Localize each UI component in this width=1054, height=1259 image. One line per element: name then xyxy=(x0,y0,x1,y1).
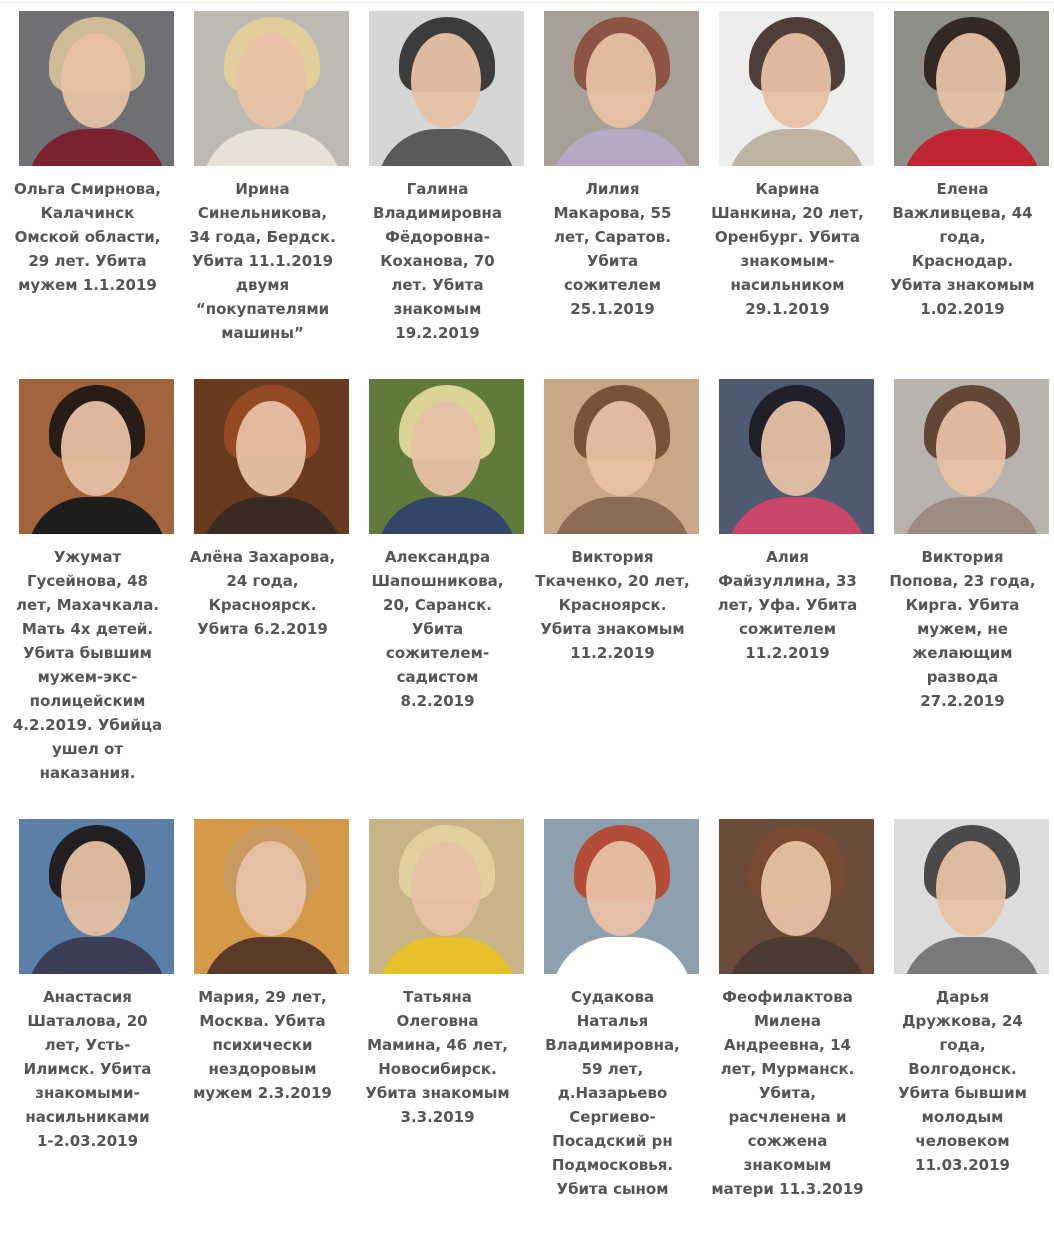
photo-shoulders-shape xyxy=(27,129,167,166)
person-photo[interactable] xyxy=(894,11,1049,166)
person-caption: Александра Шапошникова, 20, Саранск. Убита сожителем- садистом 8.2.2019 xyxy=(371,548,504,710)
person-photo[interactable] xyxy=(194,379,349,534)
photo-shoulders-shape xyxy=(202,937,342,974)
photo-face-shape xyxy=(236,841,306,936)
person-photo[interactable] xyxy=(194,819,349,974)
photo-face-shape xyxy=(586,841,656,936)
photo-face-shape xyxy=(761,33,831,128)
photo-face-shape xyxy=(761,401,831,496)
person-photo[interactable] xyxy=(369,379,524,534)
person-photo[interactable] xyxy=(894,819,1049,974)
gallery-row xyxy=(0,379,1054,819)
person-caption: Дарья Дружкова, 24 года, Волгодонск. Убита бывшим молодым человеком 11.03.2019 xyxy=(898,988,1027,1174)
photo-shoulders-shape xyxy=(27,497,167,534)
photo-shoulders-shape xyxy=(552,937,692,974)
photo-shoulders-shape xyxy=(727,129,867,166)
person-caption: Елена Важливцева, 44 года, Краснодар. Убита знакомым 1.02.2019 xyxy=(890,180,1035,318)
person-photo[interactable] xyxy=(719,379,874,534)
person-caption: Алёна Захарова, 24 года, Красноярск. Убита 6.2.2019 xyxy=(189,548,336,638)
photo-face-shape xyxy=(61,841,131,936)
photo-shoulders-shape xyxy=(377,129,517,166)
person-photo[interactable] xyxy=(894,379,1049,534)
person-photo[interactable] xyxy=(19,11,174,166)
photo-face-shape xyxy=(586,401,656,496)
photo-face-shape xyxy=(236,401,306,496)
person-caption: Анастасия Шаталова, 20 лет, Усть- Илимск. Убита знакомыми- насильниками 1-2.03.2019 xyxy=(23,988,152,1150)
photo-face-shape xyxy=(411,401,481,496)
photo-shoulders-shape xyxy=(202,129,342,166)
photo-face-shape xyxy=(236,33,306,128)
photo-face-shape xyxy=(761,841,831,936)
person-caption: Ирина Синельникова, 34 года, Бердск. Убита 11.1.2019 двумя “покупателями машины” xyxy=(189,180,336,342)
photo-face-shape xyxy=(411,841,481,936)
photo-face-shape xyxy=(61,401,131,496)
photo-shoulders-shape xyxy=(902,937,1042,974)
photo-face-shape xyxy=(586,33,656,128)
person-photo[interactable] xyxy=(719,11,874,166)
photo-face-shape xyxy=(936,33,1006,128)
person-photo[interactable] xyxy=(544,379,699,534)
photo-shoulders-shape xyxy=(552,497,692,534)
photo-shoulders-shape xyxy=(377,937,517,974)
photo-shoulders-shape xyxy=(727,937,867,974)
top-divider xyxy=(0,2,1054,3)
person-photo[interactable] xyxy=(544,819,699,974)
person-photo[interactable] xyxy=(369,819,524,974)
person-caption: Галина Владимировна Фёдоровна- Коханова, 70 лет. Убита знакомым 19.2.2019 xyxy=(373,180,502,342)
person-photo[interactable] xyxy=(19,379,174,534)
photo-face-shape xyxy=(936,401,1006,496)
person-caption: Алия Файзуллина, 33 лет, Уфа. Убита сожителем 11.2.2019 xyxy=(717,548,858,662)
person-caption: Виктория Ткаченко, 20 лет, Красноярск. Убита знакомым 11.2.2019 xyxy=(535,548,690,662)
person-caption: Ужумат Гусейнова, 48 лет, Махачкала. Мать 4х детей. Убита бывшим мужем-экс- полицейским 4.2.2019. Убийца ушел от наказания. xyxy=(12,548,163,782)
person-caption: Карина Шанкина, 20 лет, Оренбург. Убита знакомым- насильником 29.1.2019 xyxy=(711,180,864,318)
person-caption: Виктория Попова, 23 года, Кирга. Убита мужем, не желающим развода 27.2.2019 xyxy=(889,548,1036,710)
photo-shoulders-shape xyxy=(552,129,692,166)
photo-shoulders-shape xyxy=(902,129,1042,166)
person-caption: Татьяна Олеговна Мамина, 46 лет, Новосибирск. Убита знакомым 3.3.2019 xyxy=(365,988,510,1126)
photo-shoulders-shape xyxy=(727,497,867,534)
photo-shoulders-shape xyxy=(902,497,1042,534)
photo-shoulders-shape xyxy=(377,497,517,534)
person-photo[interactable] xyxy=(719,819,874,974)
photo-shoulders-shape xyxy=(202,497,342,534)
person-photo[interactable] xyxy=(19,819,174,974)
gallery-row xyxy=(0,819,1054,1259)
person-caption: Судакова Наталья Владимировна, 59 лет, д.Назарьево Сергиево- Посадский рн Подмосковья. Убита сыном xyxy=(545,988,680,1198)
person-photo[interactable] xyxy=(544,11,699,166)
person-photo[interactable] xyxy=(369,11,524,166)
photo-face-shape xyxy=(936,841,1006,936)
photo-face-shape xyxy=(61,33,131,128)
photo-face-shape xyxy=(411,33,481,128)
person-photo[interactable] xyxy=(194,11,349,166)
person-caption: Феофилактова Милена Андреевна, 14 лет, Мурманск. Убита, расчленена и сожжена знакомым матери 11.3.2019 xyxy=(711,988,864,1198)
person-caption: Ольга Смирнова, Калачинск Омской области, 29 лет. Убита мужем 1.1.2019 xyxy=(14,180,161,294)
person-caption: Мария, 29 лет, Москва. Убита психически нездоровым мужем 2.3.2019 xyxy=(193,988,332,1102)
person-caption: Лилия Макарова, 55 лет, Саратов. Убита сожителем 25.1.2019 xyxy=(553,180,672,318)
photo-shoulders-shape xyxy=(27,937,167,974)
